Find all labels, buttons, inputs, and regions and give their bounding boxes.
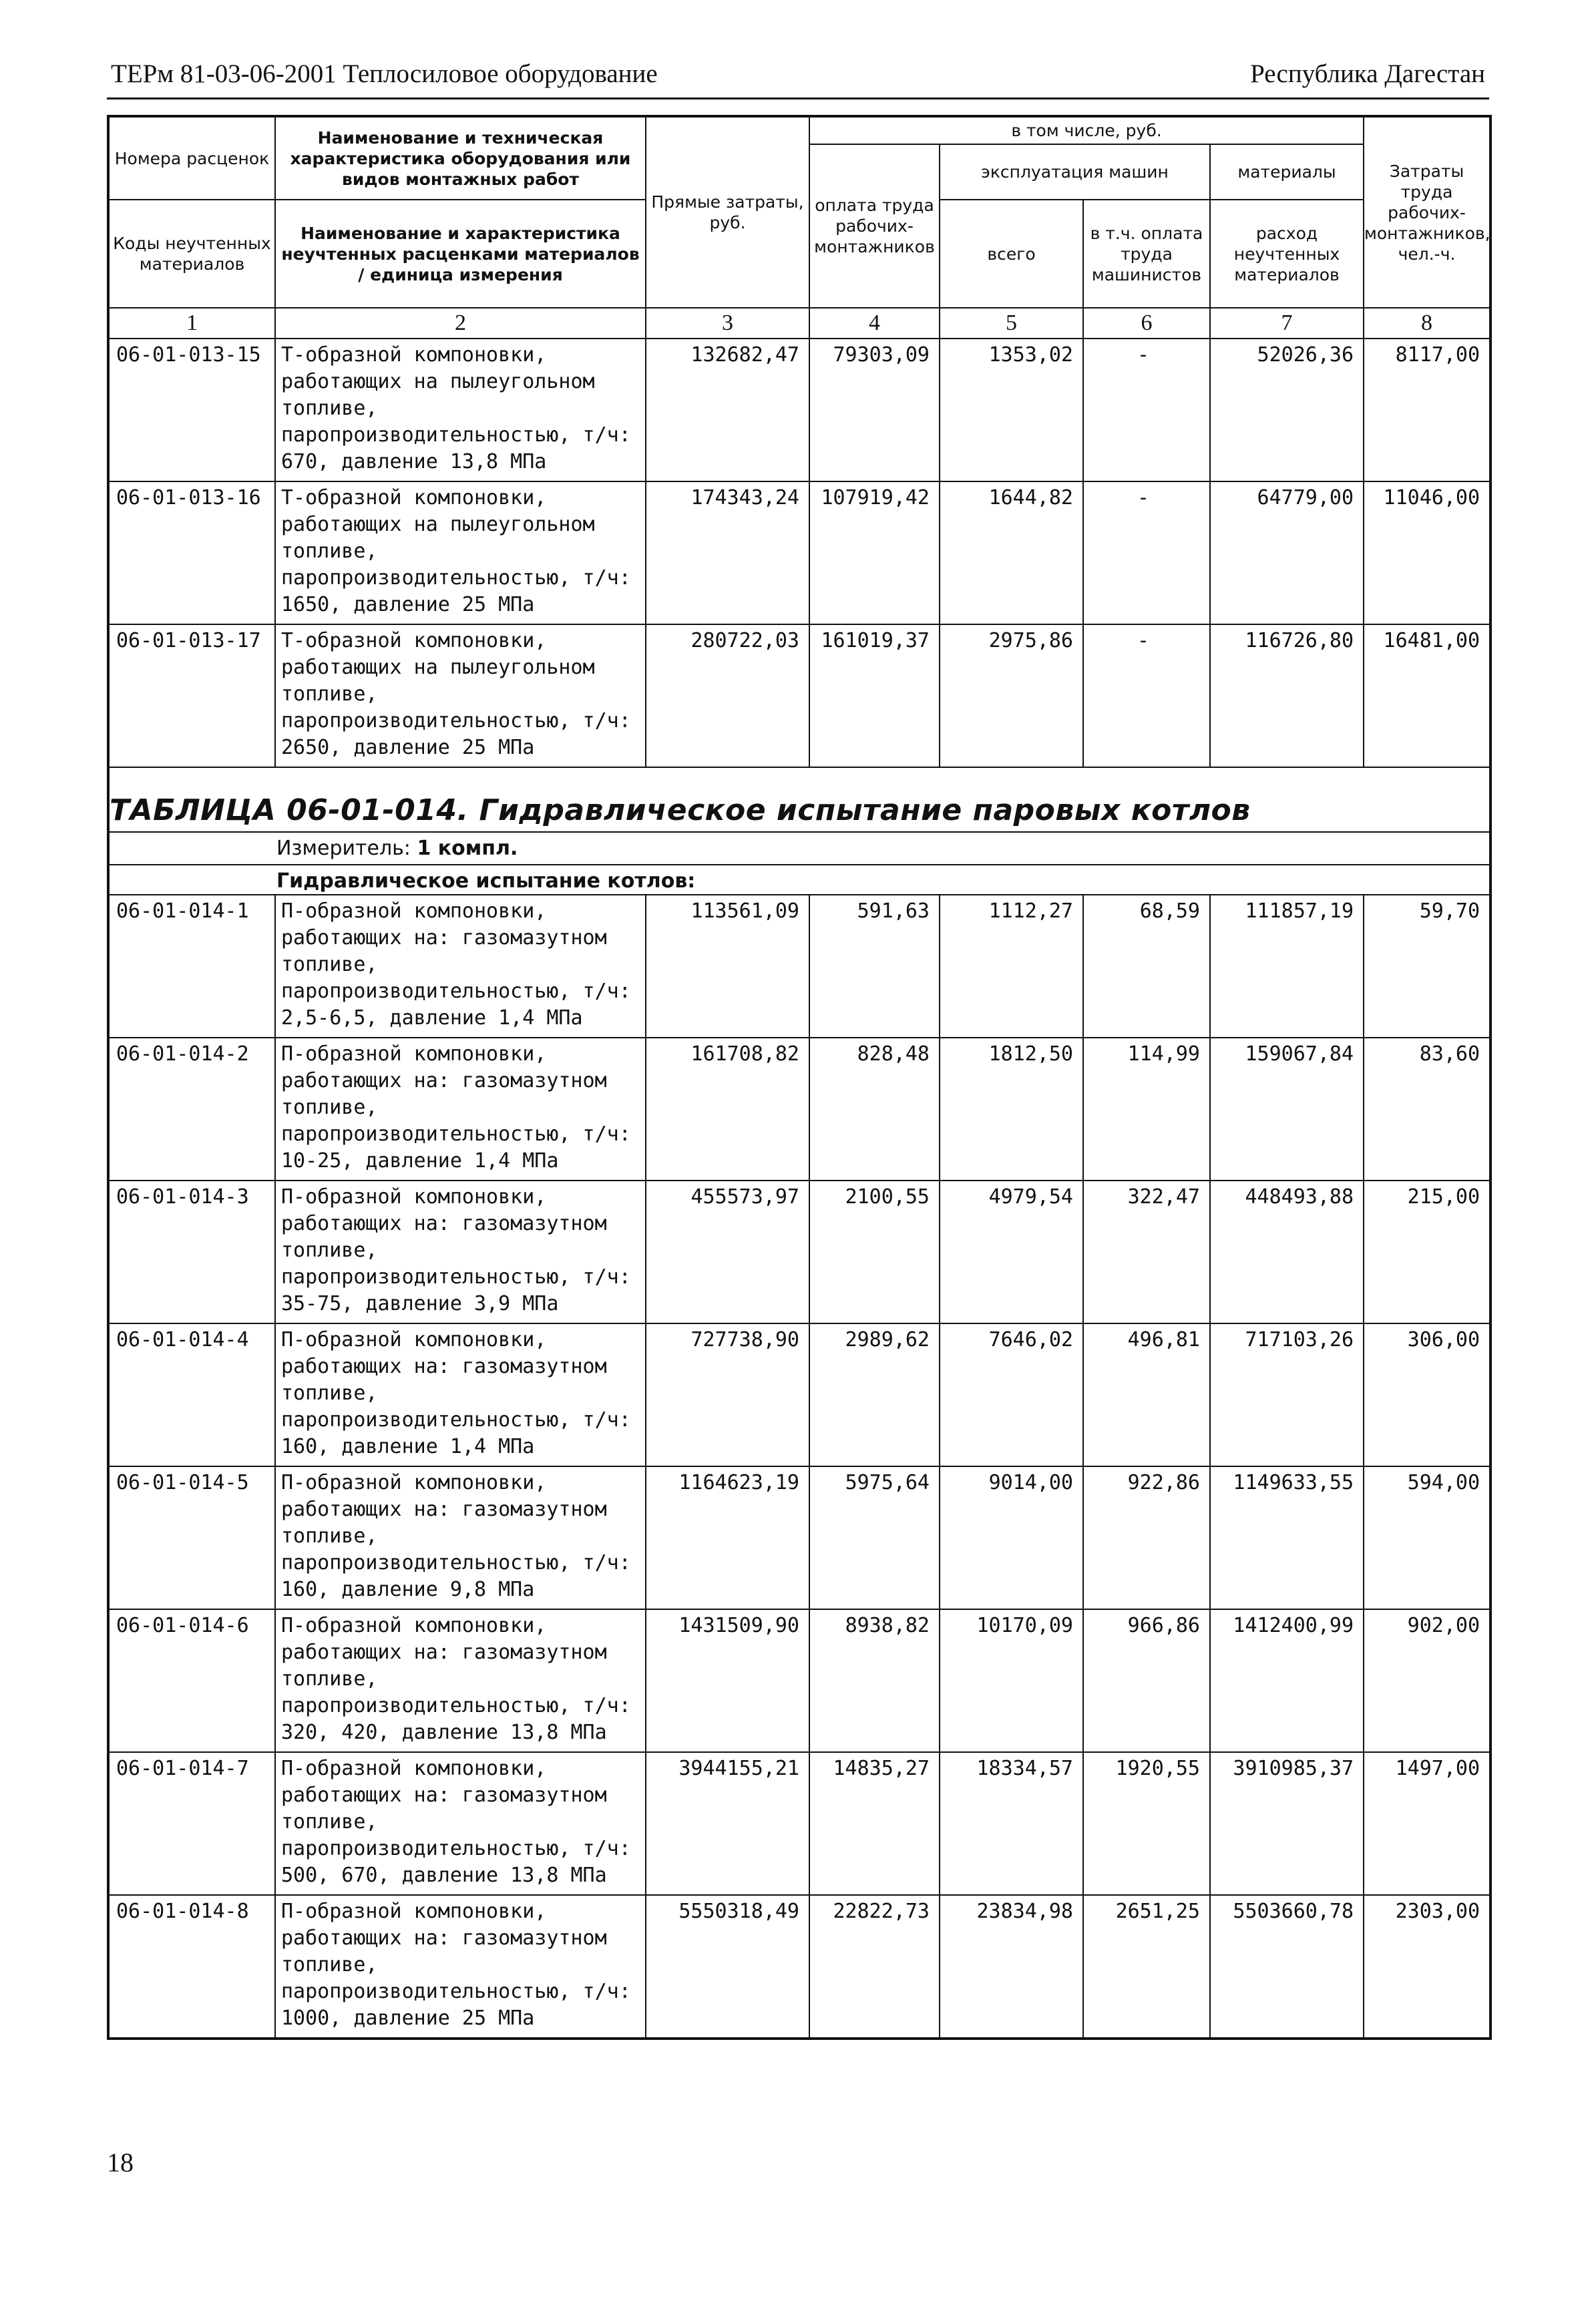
labor-pay: 591,63 bbox=[809, 895, 940, 1038]
direct-costs: 1431509,90 bbox=[646, 1609, 809, 1752]
direct-costs: 455573,97 bbox=[646, 1181, 809, 1323]
column-number: 6 bbox=[1083, 308, 1210, 339]
materials-cost: 116726,80 bbox=[1210, 624, 1364, 767]
work-description: Т-образной компоновки, работающих на пылеугольном топливе, паропроизводительностью, т/ч: 670, давление 13,8 МПа bbox=[275, 339, 646, 481]
materials-cost: 717103,26 bbox=[1210, 1323, 1364, 1466]
labor-hours: 902,00 bbox=[1364, 1609, 1490, 1752]
rate-code: 06-01-014-7 bbox=[108, 1752, 275, 1895]
header-including: в том числе, руб. bbox=[809, 116, 1364, 144]
materials-cost: 111857,19 bbox=[1210, 895, 1364, 1038]
machines-total: 23834,98 bbox=[940, 1895, 1083, 2039]
direct-costs: 5550318,49 bbox=[646, 1895, 809, 2039]
machinists-pay: 114,99 bbox=[1083, 1038, 1210, 1181]
work-description: П-образной компоновки, работающих на: газомазутном топливе, паропроизводительностью, т/ч: 500, 670, давление 13,8 МПа bbox=[275, 1752, 646, 1895]
labor-pay: 2100,55 bbox=[809, 1181, 940, 1323]
materials-cost: 159067,84 bbox=[1210, 1038, 1364, 1181]
table-row bbox=[108, 1752, 1490, 1895]
machinists-pay: 1920,55 bbox=[1083, 1752, 1210, 1895]
machinists-pay: 68,59 bbox=[1083, 895, 1210, 1038]
rate-code: 06-01-014-1 bbox=[108, 895, 275, 1038]
labor-hours: 59,70 bbox=[1364, 895, 1490, 1038]
machines-total: 9014,00 bbox=[940, 1466, 1083, 1609]
table-row bbox=[108, 481, 1490, 624]
materials-cost: 3910985,37 bbox=[1210, 1752, 1364, 1895]
machines-total: 7646,02 bbox=[940, 1323, 1083, 1466]
direct-costs: 174343,24 bbox=[646, 481, 809, 624]
column-number: 2 bbox=[275, 308, 646, 339]
materials-cost: 64779,00 bbox=[1210, 481, 1364, 624]
column-number: 3 bbox=[646, 308, 809, 339]
section-heading bbox=[108, 767, 1490, 895]
materials-cost: 52026,36 bbox=[1210, 339, 1364, 481]
header-rate-numbers: Номера расценок bbox=[108, 116, 275, 200]
machinists-pay: - bbox=[1083, 339, 1210, 481]
labor-pay: 79303,09 bbox=[809, 339, 940, 481]
table-row bbox=[108, 1038, 1490, 1181]
table-row bbox=[108, 339, 1490, 481]
labor-pay: 14835,27 bbox=[809, 1752, 940, 1895]
table-row bbox=[108, 895, 1490, 1038]
table-row bbox=[108, 1466, 1490, 1609]
header-machinists-pay: в т.ч. оплата труда машинистов bbox=[1083, 200, 1210, 308]
materials-cost: 1149633,55 bbox=[1210, 1466, 1364, 1609]
labor-pay: 161019,37 bbox=[809, 624, 940, 767]
labor-hours: 306,00 bbox=[1364, 1323, 1490, 1466]
machines-total: 1644,82 bbox=[940, 481, 1083, 624]
direct-costs: 727738,90 bbox=[646, 1323, 809, 1466]
machines-total: 4979,54 bbox=[940, 1181, 1083, 1323]
price-table bbox=[107, 115, 1492, 2040]
labor-pay: 22822,73 bbox=[809, 1895, 940, 2039]
table-row bbox=[108, 1609, 1490, 1752]
header-labor-costs: Затраты труда рабочих-монтажников, чел.-ч. bbox=[1364, 116, 1490, 308]
direct-costs: 280722,03 bbox=[646, 624, 809, 767]
table-body-top bbox=[108, 339, 1490, 767]
materials-cost: 5503660,78 bbox=[1210, 1895, 1364, 2039]
rate-code: 06-01-013-16 bbox=[108, 481, 275, 624]
direct-costs: 1164623,19 bbox=[646, 1466, 809, 1609]
machines-total: 10170,09 bbox=[940, 1609, 1083, 1752]
direct-costs: 132682,47 bbox=[646, 339, 809, 481]
measure-value: 1 компл. bbox=[417, 837, 518, 860]
labor-pay: 107919,42 bbox=[809, 481, 940, 624]
rate-code: 06-01-014-5 bbox=[108, 1466, 275, 1609]
column-number: 7 bbox=[1210, 308, 1364, 339]
measure-label: Измеритель: bbox=[276, 837, 411, 860]
direct-costs: 113561,09 bbox=[646, 895, 809, 1038]
machines-total: 2975,86 bbox=[940, 624, 1083, 767]
table-header bbox=[108, 116, 1490, 339]
table-row bbox=[108, 624, 1490, 767]
machines-total: 1353,02 bbox=[940, 339, 1083, 481]
header-work-name: Наименование и техническая характеристика оборудования или видов монтажных работ bbox=[275, 116, 646, 200]
column-number: 1 bbox=[108, 308, 275, 339]
header-direct-costs: Прямые затраты, руб. bbox=[646, 116, 809, 308]
machinists-pay: 966,86 bbox=[1083, 1609, 1210, 1752]
rate-code: 06-01-014-8 bbox=[108, 1895, 275, 2039]
column-numbers-row bbox=[108, 308, 1490, 339]
rate-code: 06-01-014-4 bbox=[108, 1323, 275, 1466]
materials-cost: 448493,88 bbox=[1210, 1181, 1364, 1323]
direct-costs: 161708,82 bbox=[646, 1038, 809, 1181]
labor-hours: 1497,00 bbox=[1364, 1752, 1490, 1895]
machinists-pay: 322,47 bbox=[1083, 1181, 1210, 1323]
labor-pay: 5975,64 bbox=[809, 1466, 940, 1609]
work-description: П-образной компоновки, работающих на: газомазутном топливе, паропроизводительностью, т/ч: 320, 420, давление 13,8 МПа bbox=[275, 1609, 646, 1752]
document-title: ТЕРм 81-03-06-2001 Теплосиловое оборудование bbox=[111, 59, 658, 88]
column-number: 4 bbox=[809, 308, 940, 339]
labor-hours: 16481,00 bbox=[1364, 624, 1490, 767]
labor-hours: 215,00 bbox=[1364, 1181, 1490, 1323]
rate-code: 06-01-013-17 bbox=[108, 624, 275, 767]
rate-code: 06-01-014-6 bbox=[108, 1609, 275, 1752]
machinists-pay: 922,86 bbox=[1083, 1466, 1210, 1609]
machinists-pay: 496,81 bbox=[1083, 1323, 1210, 1466]
section-title: ТАБЛИЦА 06-01-014. Гидравлическое испытание паровых котлов bbox=[108, 767, 1490, 832]
table-row bbox=[108, 1181, 1490, 1323]
table-row bbox=[108, 1895, 1490, 2039]
direct-costs: 3944155,21 bbox=[646, 1752, 809, 1895]
column-number: 8 bbox=[1364, 308, 1490, 339]
labor-hours: 2303,00 bbox=[1364, 1895, 1490, 2039]
page-number: 18 bbox=[107, 2147, 134, 2177]
header-machines: эксплуатация машин bbox=[940, 144, 1210, 200]
header-material-codes: Коды неучтенных материалов bbox=[108, 200, 275, 308]
machines-total: 1112,27 bbox=[940, 895, 1083, 1038]
header-material-names: Наименование и характеристика неучтенных расценками материалов / единица измерения bbox=[275, 200, 646, 308]
region-name: Республика Дагестан bbox=[1250, 59, 1485, 88]
labor-hours: 8117,00 bbox=[1364, 339, 1490, 481]
rate-code: 06-01-014-3 bbox=[108, 1181, 275, 1323]
work-description: П-образной компоновки, работающих на: газомазутном топливе, паропроизводительностью, т/ч: 160, давление 1,4 МПа bbox=[275, 1323, 646, 1466]
rate-code: 06-01-014-2 bbox=[108, 1038, 275, 1181]
header-materials: материалы bbox=[1210, 144, 1364, 200]
table-body-bottom bbox=[108, 895, 1490, 2039]
work-description: Т-образной компоновки, работающих на пылеугольном топливе, паропроизводительностью, т/ч: 1650, давление 25 МПа bbox=[275, 481, 646, 624]
materials-cost: 1412400,99 bbox=[1210, 1609, 1364, 1752]
work-description: Т-образной компоновки, работающих на пылеугольном топливе, паропроизводительностью, т/ч: 2650, давление 25 МПа bbox=[275, 624, 646, 767]
machines-total: 1812,50 bbox=[940, 1038, 1083, 1181]
header-machines-total: всего bbox=[940, 200, 1083, 308]
labor-pay: 8938,82 bbox=[809, 1609, 940, 1752]
machines-total: 18334,57 bbox=[940, 1752, 1083, 1895]
work-description: П-образной компоновки, работающих на: газомазутном топливе, паропроизводительностью, т/ч: 10-25, давление 1,4 МПа bbox=[275, 1038, 646, 1181]
work-description: П-образной компоновки, работающих на: газомазутном топливе, паропроизводительностью, т/ч: 1000, давление 25 МПа bbox=[275, 1895, 646, 2039]
header-labor-pay: оплата труда рабочих-монтажников bbox=[809, 144, 940, 308]
labor-hours: 594,00 bbox=[1364, 1466, 1490, 1609]
labor-pay: 2989,62 bbox=[809, 1323, 940, 1466]
section-subheading: Гидравлическое испытание котлов: bbox=[108, 865, 1490, 895]
labor-hours: 83,60 bbox=[1364, 1038, 1490, 1181]
work-description: П-образной компоновки, работающих на: газомазутном топливе, паропроизводительностью, т/ч: 35-75, давление 3,9 МПа bbox=[275, 1181, 646, 1323]
header-materials-consumption: расход неучтенных материалов bbox=[1210, 200, 1364, 308]
page-header bbox=[107, 57, 1489, 99]
work-description: П-образной компоновки, работающих на: газомазутном топливе, паропроизводительностью, т/ч: 2,5-6,5, давление 1,4 МПа bbox=[275, 895, 646, 1038]
machinists-pay: - bbox=[1083, 624, 1210, 767]
work-description: П-образной компоновки, работающих на: газомазутном топливе, паропроизводительностью, т/ч: 160, давление 9,8 МПа bbox=[275, 1466, 646, 1609]
rate-code: 06-01-013-15 bbox=[108, 339, 275, 481]
section-measure bbox=[108, 832, 1490, 865]
table-row bbox=[108, 1323, 1490, 1466]
labor-pay: 828,48 bbox=[809, 1038, 940, 1181]
machinists-pay: 2651,25 bbox=[1083, 1895, 1210, 2039]
column-number: 5 bbox=[940, 308, 1083, 339]
labor-hours: 11046,00 bbox=[1364, 481, 1490, 624]
machinists-pay: - bbox=[1083, 481, 1210, 624]
